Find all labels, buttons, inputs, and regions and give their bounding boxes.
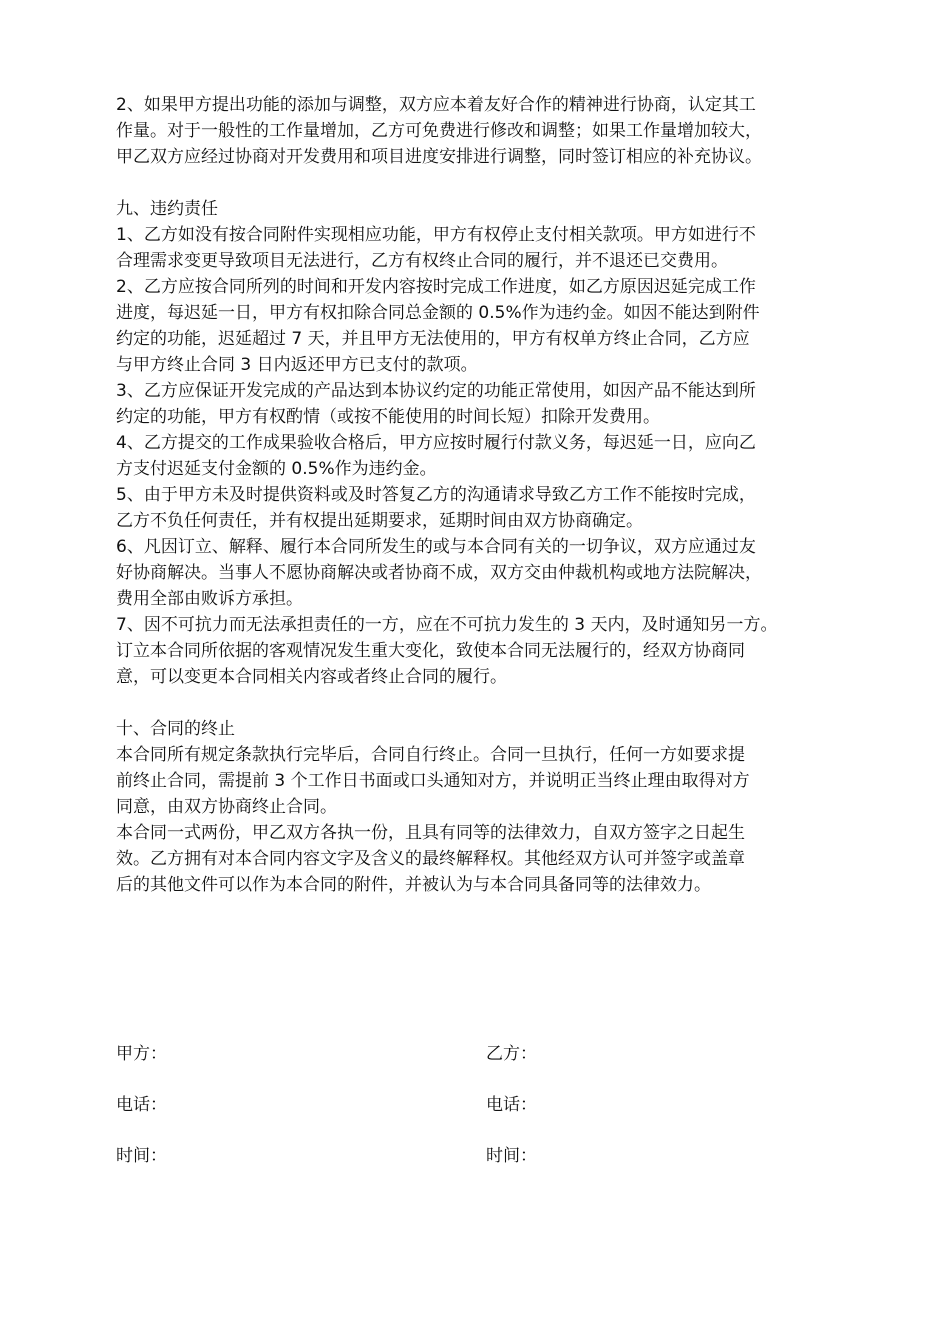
party-b-time-label: 时间： — [486, 1146, 537, 1166]
section9-item-7: 7、因不可抗力而无法承担责任的一方，应在不可抗力发生的 3 天内，及时通知另一方。 订立本合同所依据的客观情况发生重大变化，致使本合同无法履行的，经双方协商同 意，可以变更本合同相关内容或者终止合同的履行。 — [116, 615, 778, 687]
spacer — [116, 690, 840, 716]
section9-item-4: 4、乙方提交的工作成果验收合格后，甲方应按时履行付款义务，每迟延一日，应向乙 方支付迟延支付金额的 0.5%作为违约金。 — [116, 433, 756, 479]
party-a-phone-label: 电话： — [116, 1095, 167, 1115]
spacer — [116, 170, 840, 196]
party-a-time-label: 时间： — [116, 1146, 167, 1166]
section9-item-1: 1、乙方如没有按合同附件实现相应功能，甲方有权停止支付相关款项。甲方如进行不 合理需求变更导致项目无法进行，乙方有权终止合同的履行，并不退还已交费用。 — [116, 225, 756, 271]
section8-item-2: 2、如果甲方提出功能的添加与调整，双方应本着友好合作的精神进行协商，认定其工 作量。对于一般性的工作量增加，乙方可免费进行修改和调整；如果工作量增加较大， 甲乙双方应经过协商对开发费用和项目进度安排进行调整，同时签订相应的补充协议。 — [116, 95, 762, 167]
party-b-label: 乙方： — [486, 1044, 537, 1064]
section9-item-5: 5、由于甲方未及时提供资料或及时答复乙方的沟通请求导致乙方工作不能按时完成， 乙方不负任何责任，并有权提出延期要求，延期时间由双方协商确定。 — [116, 485, 756, 531]
section9-heading: 九、违约责任 — [116, 199, 218, 219]
party-a-label: 甲方： — [116, 1044, 167, 1064]
section9-item-3: 3、乙方应保证开发完成的产品达到本协议约定的功能正常使用，如因产品不能达到所 约定的功能，甲方有权酌情（或按不能使用的时间长短）扣除开发费用。 — [116, 381, 756, 427]
contract-body — [116, 92, 840, 898]
section10-paragraph-1: 本合同所有规定条款执行完毕后，合同自行终止。合同一旦执行，任何一方如要求提 前终止合同，需提前 3 个工作日书面或口头通知对方，并说明正当终止理由取得对方 同意，由双方协商终止合同。 — [116, 745, 750, 817]
section9-item-6: 6、凡因订立、解释、履行本合同所发生的或与本合同有关的一切争议，双方应通过友 好协商解决。当事人不愿协商解决或者协商不成，双方交由仲裁机构或地方法院解决， 费用全部由败诉方承担。 — [116, 537, 762, 609]
section10-paragraph-2: 本合同一式两份，甲乙双方各执一份，且具有同等的法律效力，自双方签字之日起生 效。乙方拥有对本合同内容文字及含义的最终解释权。其他经双方认可并签字或盖章 后的其他文件可以作为本合同的附件，并被认为与本合同具备同等的法律效力。 — [116, 823, 745, 895]
section10-heading: 十、合同的终止 — [116, 719, 235, 739]
party-b-phone-label: 电话： — [486, 1095, 537, 1115]
section9-item-2: 2、乙方应按合同所列的时间和开发内容按时完成工作进度，如乙方原因迟延完成工作 进度，每迟延一日，甲方有权扣除合同总金额的 0.5%作为违约金。如因不能达到附件 约定的功能，迟延超过 7 天，并且甲方无法使用的，甲方有权单方终止合同，乙方应 与甲方终止合同 3 日内返还甲方已支付的款项。 — [116, 277, 760, 375]
